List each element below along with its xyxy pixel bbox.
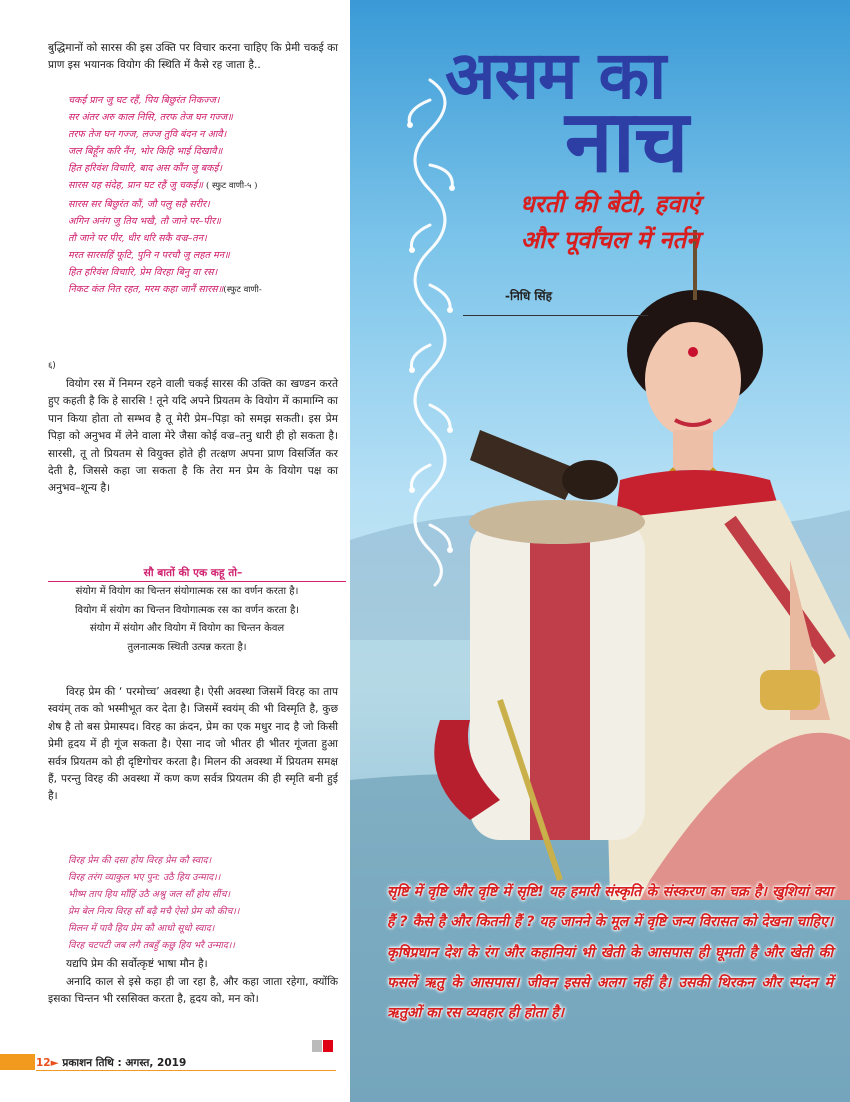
verse-line: हित हरिवंश विचारि, प्रेम विरहा बिनु वा रस। bbox=[68, 266, 218, 278]
verse-line: तौ जाने पर पीर, धीर धरि सकै वज्र–तन। bbox=[68, 232, 207, 244]
verse-line: विरह प्रेम की दसा होय विरह प्रेम कौ स्वाद। bbox=[68, 855, 212, 866]
decor-square-red bbox=[323, 1040, 333, 1052]
verse-line: सारस सर बिछुरंत कौं, जौ पलु सहै सरीर। bbox=[68, 198, 210, 210]
verse-line: सर अंतर अरु काल निसि, तरफ तेज घन गज्ज॥ bbox=[68, 112, 233, 124]
article-photo-panel bbox=[350, 0, 850, 1102]
verse-line: मिलन में पावै हिय प्रेम कौ आधो सूधो स्वाद। bbox=[68, 923, 215, 935]
paragraph-viyog: वियोग रस में निमग्न रहने वाली चकई सारस की उक्ति का खण्डन करते हुए कहती है कि हे सारसि ! तूने यदि अपने प्रियतम के वियोग में कामाग्नि का पान किया होता तो सम्भव है तू मेरी प्रेम–पिड़ा को समझ सकती। इस प्रेम पिड़ा को अनुभव में लेने वाला मेरे जैसा कोई वज्र–तनु धारी ही हो सकता है। सारसी, तू तो प्रियतम से वियुक्त होते ही तत्क्षण अपना प्राण विसर्जित कर देती है, जिससे कहा जा सकता है कि तेरा मन प्रेम के वियोग पक्ष का अनुभव–शून्य है। bbox=[48, 378, 338, 495]
verse-line: निकट कंत नित रहत, मरम कहा जानैं सारस॥ bbox=[68, 284, 224, 296]
box-heading: सौ बातों की एक कहू तो– bbox=[143, 567, 243, 579]
decor-square-grey bbox=[312, 1040, 322, 1052]
paragraph-anadi: अनादि काल से इसे कहा ही जा रहा है, और कहा जाता रहेगा, क्योंकि इसका चिन्तन भी रससिक्त करता है, हृदय को, मन को। bbox=[48, 976, 338, 1006]
verse-line: जल बिहूँन करि नैंन, भोर किहि भाई दिखावै॥ bbox=[68, 146, 223, 158]
box-line: तुलनात्मक स्थिती उत्पन्न करता है। bbox=[127, 641, 247, 653]
verse-block-2 bbox=[68, 852, 340, 955]
intro-paragraph: बुद्धिमानों को सारस की इस उक्ति पर विचार करना चाहिए कि प्रेमी चकई का प्राण इस भयानक वियोग की स्थिति में कैसे रह जाता है.. bbox=[48, 42, 338, 72]
page-footer bbox=[36, 1056, 186, 1070]
swirl-ornament-icon bbox=[390, 70, 470, 590]
verse-line: चकई प्रान जु घट रहैं, पिय बिछुरंत निकज्ज। bbox=[68, 95, 220, 106]
box-divider bbox=[48, 581, 346, 582]
paragraph-virah: विरह प्रेम की ‘ परमोच्च’ अवस्था है। ऐसी अवस्था जिसमें विरह का ताप स्वयंम् तक को भस्मीभूत कर देता है। जिसमें स्वयंम् की भी विस्मृति है, कुछ शेष है तो बस प्रेमास्पद। विरह का क्रंदन, प्रेम का एक मधुर नाद है जो किसी प्रेमी हृदय में ही गूंज सकता है। ऐसा नाद जो भीतर ही भीतर गूंजता हुआ सर्वत्र प्रियतम को ही दृष्टिगोचर करता है। मिलन की अवस्था में प्रियतम समक्ष हैं, परन्तु विरह की अवस्था में कण कण सर्वत्र प्रियतम की ही स्मृति बनी हुई है। bbox=[48, 686, 338, 803]
paragraph-maun: यद्यपि प्रेम की सर्वोत्कृष्टं भाषा मौन है। bbox=[66, 958, 208, 970]
footer-rule bbox=[36, 1070, 336, 1071]
article-title-line-1: असम का bbox=[445, 36, 666, 114]
verse-reference: (स्फुट वाणी- bbox=[223, 285, 262, 296]
verse-line: विरह तरंग व्याकुल भए पुन: उठै हिय उन्माद।। bbox=[68, 872, 221, 884]
subtitle-line-2: और पूर्वांचल में नर्तन bbox=[520, 225, 700, 254]
verse-block-1 bbox=[68, 92, 340, 299]
subtitle-line-1: धरती की बेटी, हवाएं bbox=[519, 189, 701, 218]
verse-line: भीष्म ताप हिय माँहिं उठै अश्रु जल सौं होय सींच। bbox=[68, 889, 231, 901]
verse-line: मरत सारसहिं फूटि, पुनि न परचौ जु लहत मन॥ bbox=[68, 249, 230, 261]
article-subtitle bbox=[445, 186, 775, 258]
box-text bbox=[22, 583, 350, 657]
article-title-line-2: नाच bbox=[565, 91, 688, 192]
publication-date: प्रकाशन तिथि : अगस्त, 2019 bbox=[62, 1057, 187, 1069]
verse-line: सारस यह संदेह, प्रान घट रहैं जु चकई॥ bbox=[68, 180, 203, 192]
box-line: संयोग में संयोग और वियोग में वियोग का चिन्तन केवल bbox=[89, 623, 285, 635]
left-text-column bbox=[0, 0, 350, 1102]
author-name: -निधि सिंह bbox=[505, 289, 553, 303]
verse-line: विरह चटपटी जब लगै तबहुँ कछु हिय भरै उन्माद।। bbox=[68, 940, 235, 952]
verse-reference: ( स्फुट वाणी-५ ) bbox=[206, 181, 258, 192]
verse-line: हित हरिवंश विचारि, बाद अस कौंन जु बकई। bbox=[68, 163, 222, 175]
verse-line: तरफ तेज घन गज्ज, लज्ज तुवि बंदन न आवै। bbox=[68, 129, 227, 141]
author-rule bbox=[463, 315, 648, 316]
verse-reference-tail: ६) bbox=[48, 361, 56, 371]
verse-line: अगिन अनंग जु तिय भखै, तौ जाने पर–पीर॥ bbox=[68, 215, 221, 227]
verse-line: प्रेम बेल नित्य विरह सौं बढ़ै मचै ऐसो प्रेम कौ कीच।। bbox=[68, 906, 240, 918]
box-line: वियोग में संयोग का चिन्तन वियोगात्मक रस का वर्णन करता है। bbox=[74, 604, 300, 616]
photo-caption: सृष्टि में वृष्टि और वृष्टि में सृष्टि! यह हमारी संस्कृति के संस्करण का चक्र है। खुशियां क्या हैं ? कैसे है और कितनी हैं ? यह जानने के मूल में वृष्टि जन्य विरासत को देखना चाहिए। कृषिप्रधान देश के रंग और कहानियां भी खेती के आसपास ही घूमती है और खेती की फसलें ऋतु के आसपास। जीवन इससे अलग नहीं है। उसकी थिरकन और स्पंदन में ऋतुओं का रस व्यवहार ही होता है। bbox=[387, 884, 833, 1022]
page-arrow-icon: ► bbox=[50, 1057, 59, 1069]
footer-color-bar bbox=[0, 1054, 35, 1070]
page-number: 12 bbox=[36, 1057, 51, 1069]
box-line: संयोग में वियोग का चिन्तन संयोगात्मक रस का वर्णन करता है। bbox=[75, 586, 299, 597]
